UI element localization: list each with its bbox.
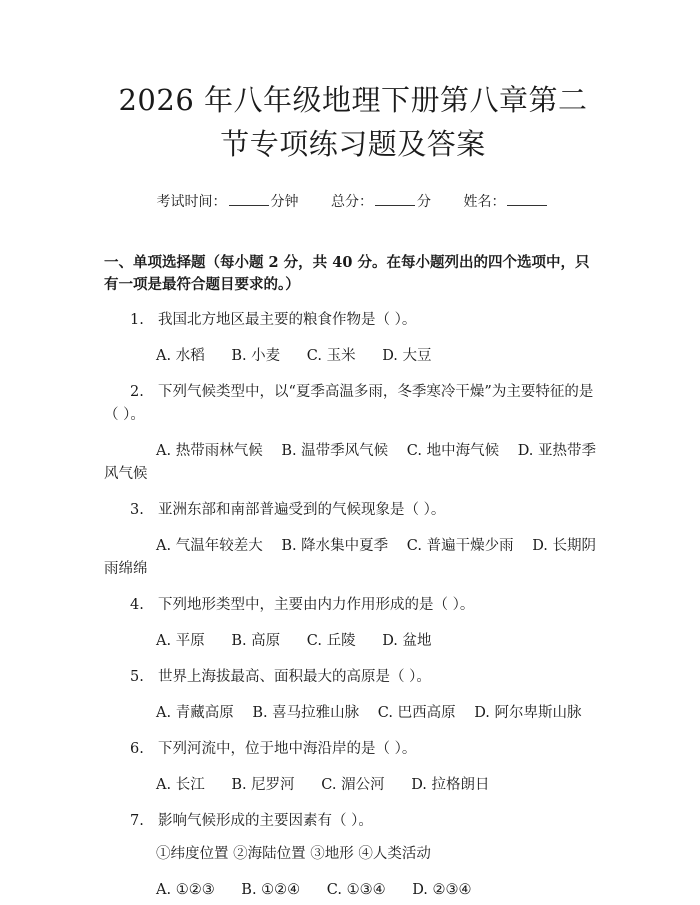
total-score-field (331, 194, 435, 210)
question-1-options (104, 345, 602, 368)
student-name-blank[interactable] (507, 193, 547, 206)
question-2-options (104, 440, 602, 486)
option-b[interactable]: B. 降水集中夏季 (281, 538, 389, 554)
question-7-statement: ①纬度位置 ②海陆位置 ③地形 ④人类活动 (156, 846, 431, 862)
total-score-blank[interactable] (375, 193, 415, 206)
option-d[interactable]: D. 长期阴雨绵绵 (104, 538, 597, 577)
option-c[interactable]: C. 丘陵 (306, 633, 356, 649)
question-text: 我国北方地区最主要的粮食作物是（ ）。 (158, 312, 417, 328)
question-3 (104, 499, 602, 522)
question-text: 下列河流中，位于地中海沿岸的是（ ）。 (158, 741, 417, 757)
option-a[interactable]: A. 平原 (156, 633, 205, 649)
student-name-field (463, 194, 549, 210)
option-d[interactable]: D. 盆地 (382, 633, 432, 649)
option-d[interactable]: D. 拉格朗日 (411, 777, 490, 793)
question-6 (104, 738, 602, 761)
option-c[interactable]: C. ①③④ (326, 882, 386, 898)
question-2 (104, 381, 602, 427)
option-a[interactable]: A. 热带雨林气候 (156, 443, 263, 459)
option-a[interactable]: A. 气温年较差大 (156, 538, 263, 554)
section-title: 一、单项选择题（每小题 2 分，共 40 分。在每小题列出的四个选项中，只有一项是最符合题目要求的。） (104, 254, 590, 293)
option-d[interactable]: D. ②③④ (412, 882, 472, 898)
question-4-options (104, 630, 602, 653)
option-a[interactable]: A. 青藏高原 (156, 705, 234, 721)
question-5 (104, 666, 602, 689)
question-number: 3. (130, 502, 144, 518)
total-score-unit: 分 (417, 194, 431, 210)
option-a[interactable]: A. ①②③ (156, 882, 215, 898)
option-a[interactable]: A. 水稻 (156, 348, 205, 364)
question-number: 6. (130, 741, 144, 757)
question-6-options (104, 774, 602, 797)
question-text: 亚洲东部和南部普遍受到的气候现象是（ ）。 (158, 502, 446, 518)
option-c[interactable]: C. 普遍干燥少雨 (406, 538, 514, 554)
option-b[interactable]: B. ①②④ (241, 882, 301, 898)
question-text: 世界上海拔最高、面积最大的高原是（ ）。 (158, 669, 431, 685)
option-b[interactable]: B. 高原 (231, 633, 281, 649)
exam-time-field (157, 194, 303, 210)
option-c[interactable]: C. 玉米 (306, 348, 356, 364)
option-c[interactable]: C. 湄公河 (321, 777, 385, 793)
exam-time-label: 考试时间： (156, 194, 227, 210)
question-text: 影响气候形成的主要因素有（ ）。 (158, 813, 373, 829)
exam-meta (104, 192, 602, 212)
question-3-options (104, 535, 602, 581)
option-b[interactable]: B. 喜马拉雅山脉 (252, 705, 360, 721)
option-a[interactable]: A. 长江 (156, 777, 205, 793)
exam-time-blank[interactable] (229, 193, 269, 206)
question-5-options (104, 702, 602, 725)
question-1 (104, 309, 602, 332)
option-d[interactable]: D. 阿尔卑斯山脉 (474, 705, 582, 721)
question-number: 5. (130, 669, 144, 685)
option-c[interactable]: C. 巴西高原 (377, 705, 456, 721)
total-score-label: 总分： (331, 194, 373, 210)
question-number: 2. (130, 384, 144, 400)
option-d[interactable]: D. 亚热带季风气候 (104, 443, 597, 482)
question-number: 7. (130, 813, 144, 829)
question-text: 下列气候类型中，以“夏季高温多雨，冬季寒冷干燥”为主要特征的是（ ）。 (104, 384, 594, 423)
exam-time-unit: 分钟 (270, 194, 299, 210)
option-b[interactable]: B. 尼罗河 (231, 777, 295, 793)
option-b[interactable]: B. 温带季风气候 (281, 443, 389, 459)
option-c[interactable]: C. 地中海气候 (406, 443, 500, 459)
question-number: 4. (130, 597, 144, 613)
option-b[interactable]: B. 小麦 (231, 348, 281, 364)
student-name-label: 姓名： (463, 194, 506, 210)
option-d[interactable]: D. 大豆 (382, 348, 432, 364)
question-7-options (104, 879, 602, 902)
question-7 (104, 810, 602, 833)
page-title: 2026 年八年级地理下册第八章第二节专项练习题及答案 (118, 83, 588, 161)
question-number: 1. (130, 312, 144, 328)
question-4 (104, 594, 602, 617)
question-text: 下列地形类型中，主要由内力作用形成的是（ ）。 (158, 597, 475, 613)
